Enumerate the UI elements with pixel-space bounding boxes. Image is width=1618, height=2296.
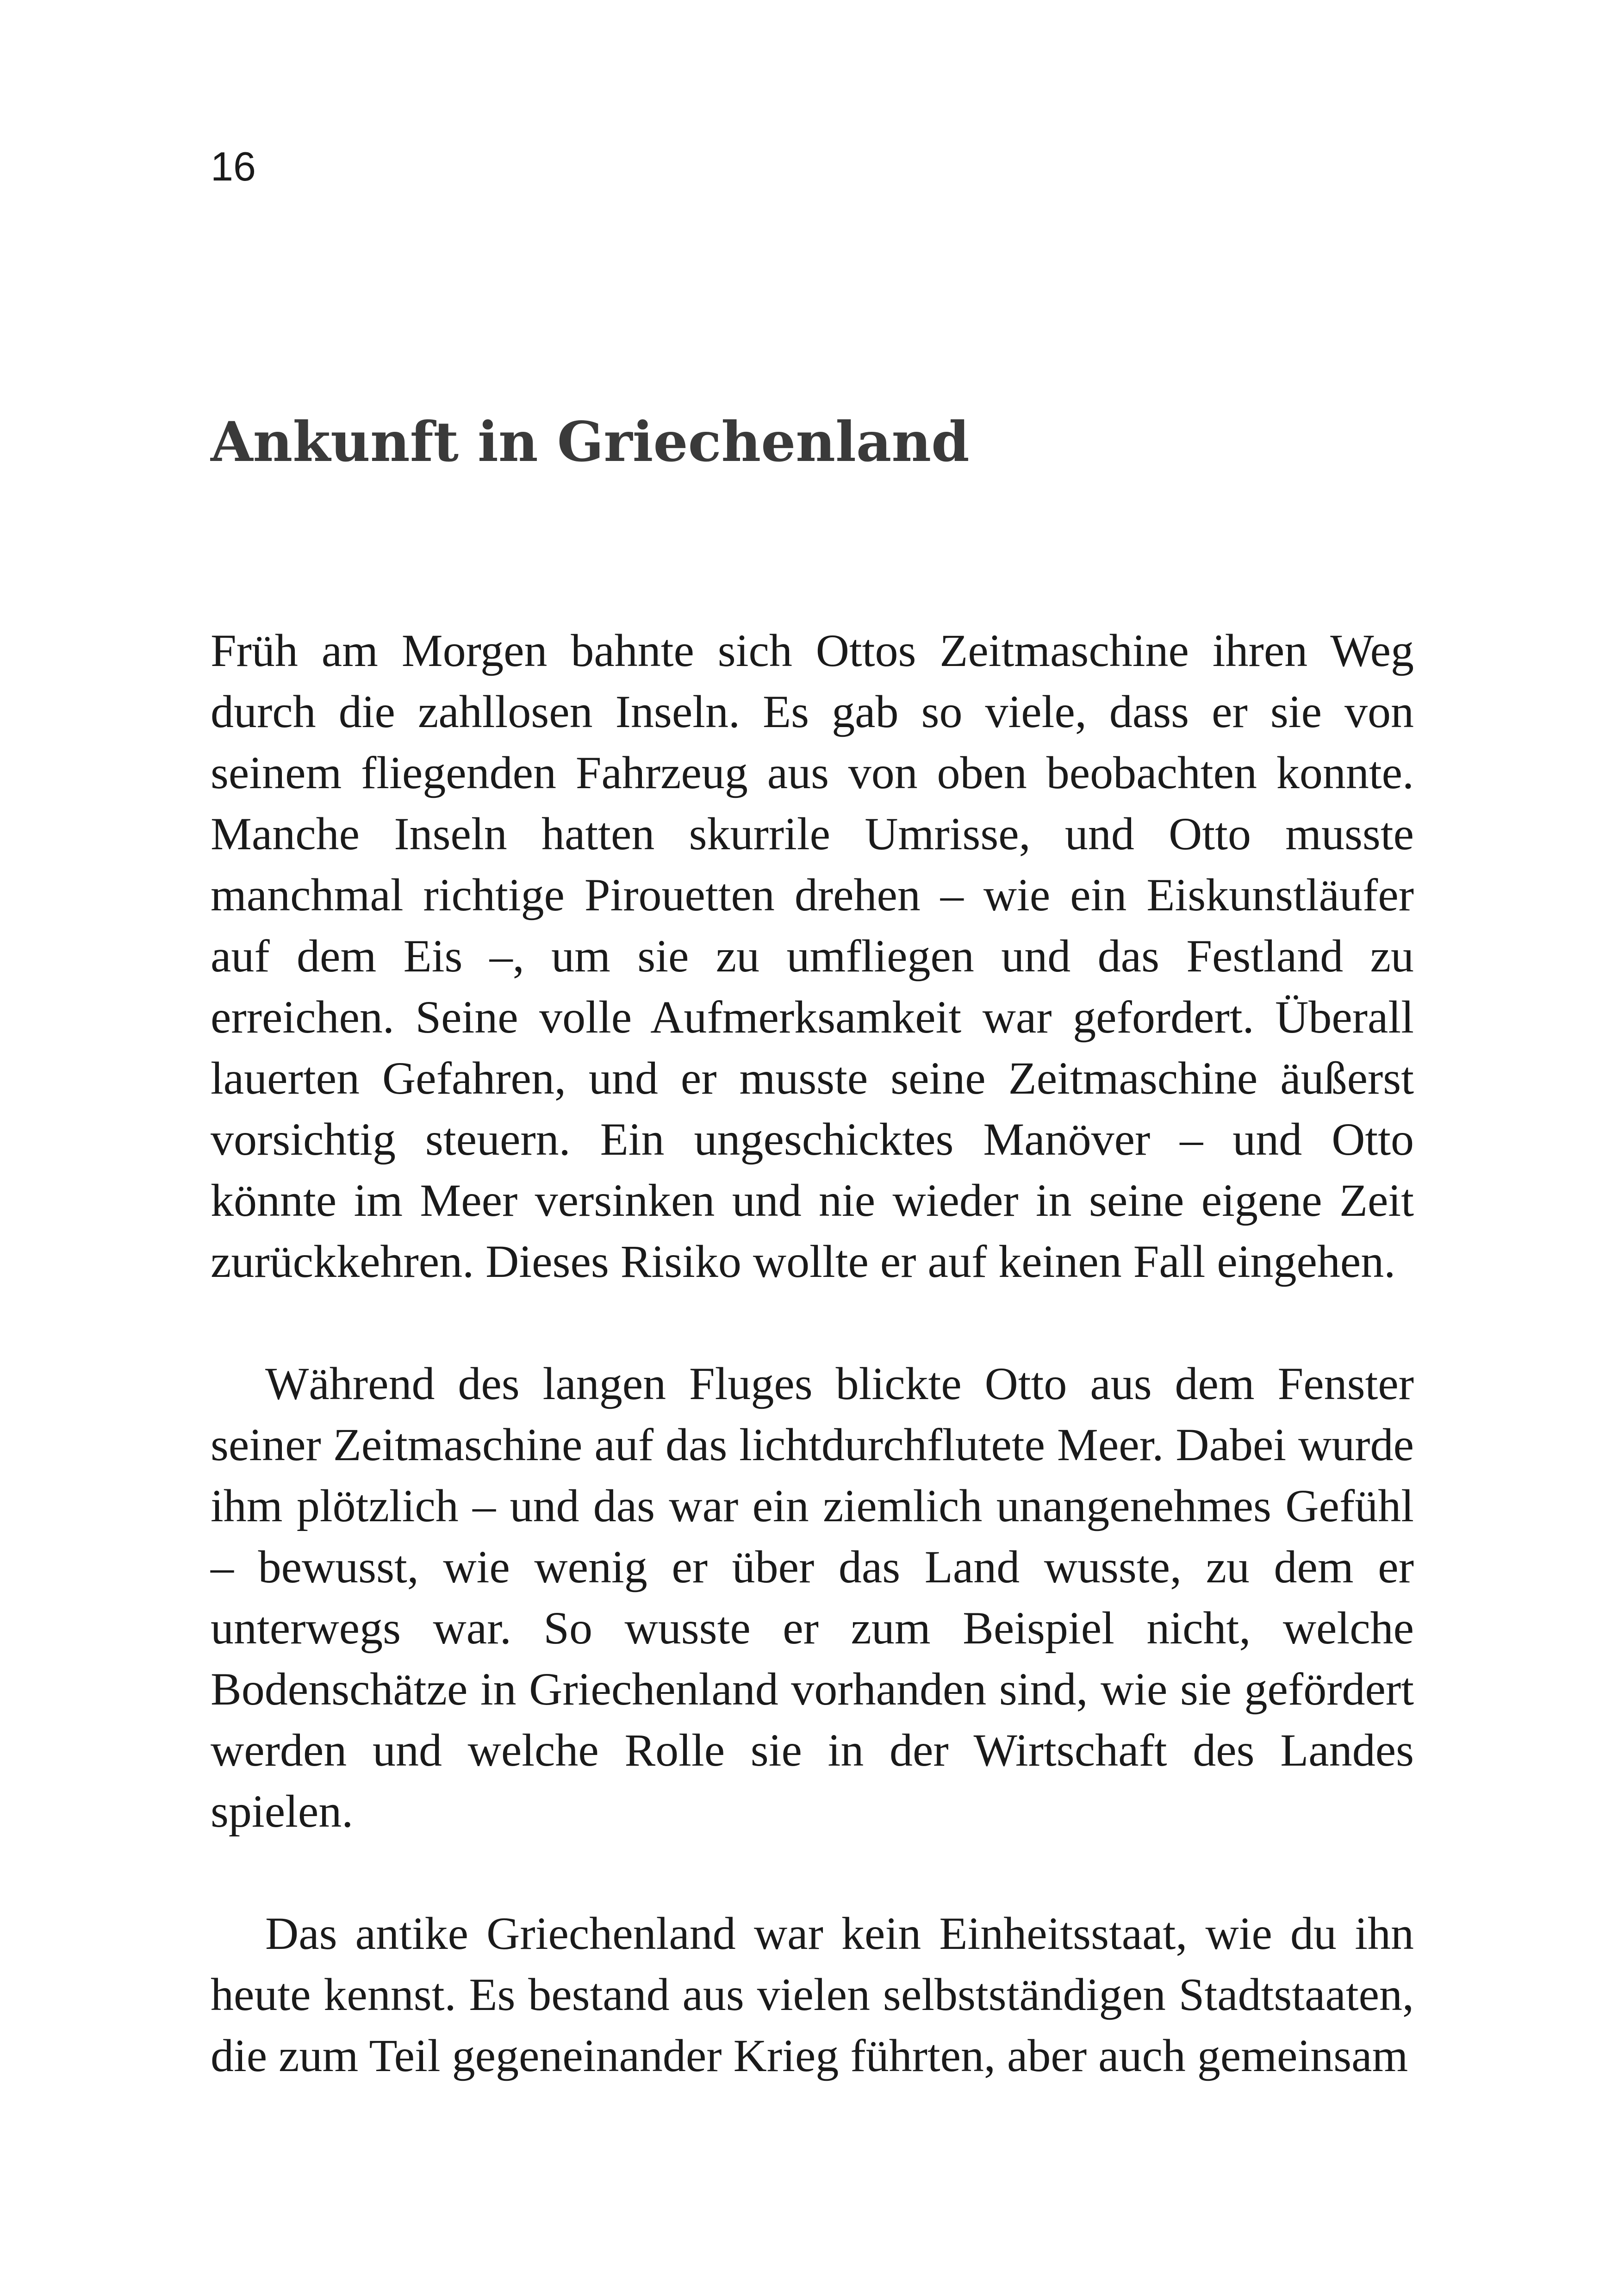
chapter-title: Ankunft in Griechenland: [211, 410, 970, 474]
paragraph-2: Während des langen Fluges blickte Otto aus dem Fenster seiner Zeitmaschine auf das lichtdurchflutete Meer. Dabei wurde ihm plötzlich – und das war ein ziemlich unangenehmes Gefühl – bewusst, wie wenig er über das Land wusste, zu dem er unterwegs war. So wusste er zum Beispiel nicht, welche Bodenschätze in Griechenland vorhanden sind, wie sie gefördert werden und welche Rolle sie in der Wirtschaft des Landes spielen.: [211, 1358, 1414, 1837]
page-number: 16: [211, 143, 256, 189]
paragraph-3: Das antike Griechenland war kein Einheitsstaat, wie du ihn heute kennst. Es bestand aus vielen selbstständigen Stadtstaaten, die zum Teil gegeneinander Krieg führten, aber auch gemeinsam: [211, 1908, 1414, 2081]
paragraph-1: Früh am Morgen bahnte sich Ottos Zeitmaschine ihren Weg durch die zahllosen Inseln. Es gab so viele, dass er sie von seinem fliegenden Fahrzeug aus von oben beobachten konnte. Manche Inseln hatten skurrile Umrisse, und Otto musste manchmal richtige Pirouetten drehen – wie ein Eiskunstläufer auf dem Eis –, um sie zu umfliegen und das Festland zu erreichen. Seine volle Aufmerksamkeit war gefordert. Überall lauerten Gefahren, und er musste seine Zeitmaschine äußerst vorsichtig steuern. Ein ungeschicktes Manöver – und Otto könnte im Meer versinken und nie wieder in seine eigene Zeit zurückkehren. Dieses Risiko wollte er auf keinen Fall eingehen.: [211, 625, 1414, 1287]
body-text: [211, 620, 1414, 2147]
